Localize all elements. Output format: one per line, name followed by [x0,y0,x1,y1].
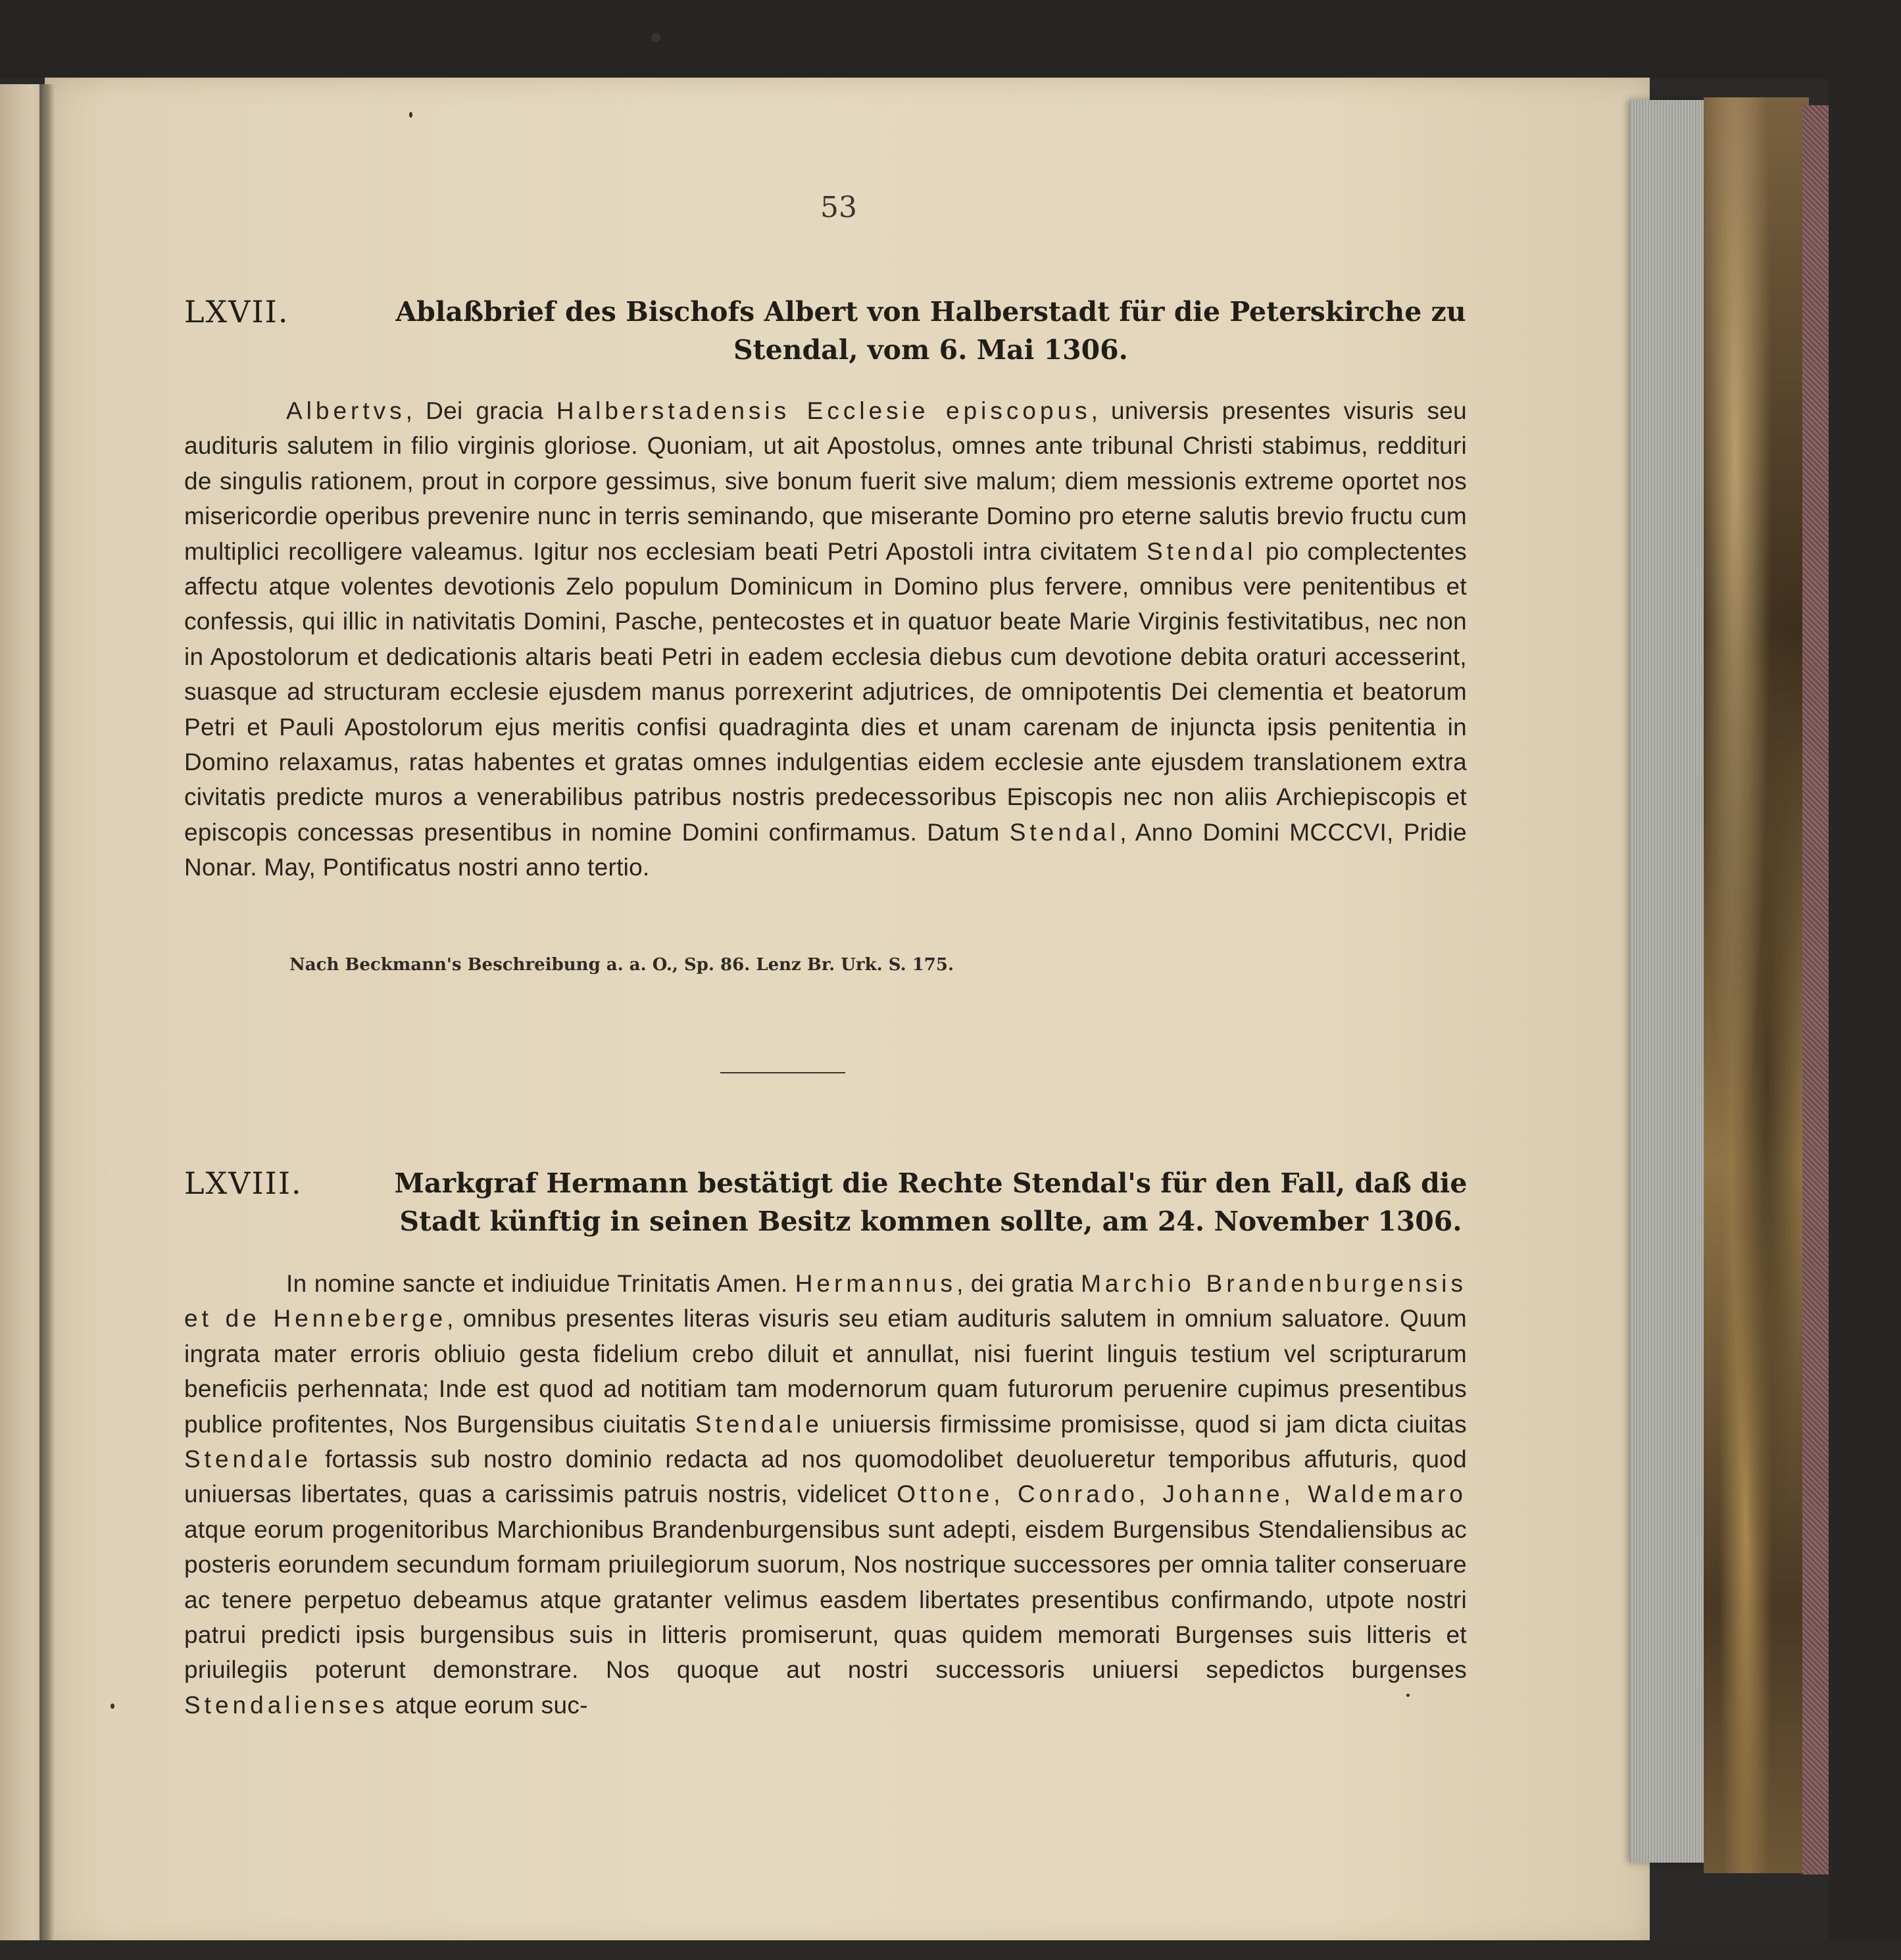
facing-page-edge [0,84,45,1946]
document-body-lxvii [184,393,1467,885]
ink-speck [651,33,660,42]
text-segment: , Anno Domini MCCCVI, Pridie Nonar. May, Pontificatus nostri anno tertio. [184,818,1467,881]
ink-speck [409,112,412,118]
text-segment: uniuersis firmissime promisisse, quod si jam dicta ciuitas [822,1410,1467,1438]
text-segment: , dei gratia [956,1270,1081,1297]
document-body-lxviii [184,1266,1467,1723]
text-segment: Stendale [695,1410,823,1438]
document-title: Ablaßbrief des Bischofs Albert von Halberstadt für die Peterskirche zu Stendal, vom 6. Mai 1306. [395,296,1466,366]
source-citation: Nach Beckmann's Beschreibung a. a. O., Sp. 86. Lenz Br. Urk. S. 175. [289,955,954,975]
document-number: LXVIII. [184,1165,303,1201]
text-segment: In nomine sancte et indiuidue Trinitatis Amen. [286,1270,795,1297]
page-edges [1630,100,1704,1863]
text-segment: pio complectentes affectu atque volentes devotionis Zelo populum Dominicum in Domino plus fervere, omnibus vere penitentibus et confessis, qui illic in nativitatis Domini, Pasche, pentecostes et in quatuor beate Marie Virginis festivitatibus, nec non in Apostolorum et dedicationis altaris beati Petri in eadem ecclesia diebus cum devotione debita oraturi accesserint, suasque ad structuram ecclesie ejusdem manus porrexerint adjutrices, de omnipotentis Dei clementia et beatorum Petri et Pauli Apostolorum ejus meritis confisi quadraginta dies et unam carenam de injuncta ipsis penitentia in Domino relaxamus, ratas habentes et gratas omnes indulgentias eidem ecclesie ante ejusdem translationem extra civitatis predicte muros a venerabilibus patribus nostris predecessoribus Episcopis nec non aliis Archiepiscopis et episcopis concessas presentibus in nomine Domini confirmamus. Datum [184,537,1467,846]
text-segment: Stendale [184,1446,312,1473]
ink-speck [111,1703,114,1709]
text-segment: , universis presentes visuris seu audituris salutem in filio virginis gloriose. Quoniam, ut ait Apostolus, omnes ante tribunal Christi stabimus, reddituri de singulis rationem, prout in corpore gessimus, sive bonum fuerit sive malum; diem messionis extreme oportet nos misericordie operibus prevenire nunc in terris seminando, que miserante Domino pro eterne salutis brevio fructu cum multiplici recolligere valeamus. Igitur nos ecclesiam beati Petri Apostoli intra civitatem [184,397,1468,565]
text-segment: Albertvs [286,397,406,424]
text-segment: Marchio Brandenburgensis et de Henneberge [184,1270,1467,1333]
book-gutter [39,84,54,1946]
marbled-cover [1704,97,1809,1873]
page-number: 53 [820,191,857,224]
text-segment: , Dei gracia [405,397,556,424]
document-title: Markgraf Hermann bestätigt die Rechte Stendal's für den Fall, daß die Stadt künftig in seinen Besitz kommen sollte, am 24. November 1306. [394,1167,1468,1237]
section-divider [720,1072,845,1073]
background-right [1829,0,1901,1960]
text-segment: fortassis sub nostro dominio redacta ad nos quomodolibet deuolueretur temporibus affuturis, quod uniuersas libertates, quas a carissimis patruis nostris, videlicet [184,1446,1467,1508]
text-segment: Stendal [1146,537,1257,565]
page-content [99,171,1579,1921]
document-heading-lxviii [99,1164,1579,1240]
document-number: LXVII. [184,294,289,330]
background-top [0,0,1901,79]
text-segment: , omnibus presentes literas visuris seu etiam audituris salutem in omnium saluatore. Quum ingrata mater erroris obliuio gesta fidelium crebo diluit et annullat, nisi fuerint linguis testium vel scripturarum beneficiis perhennata; Inde est quod ad notitiam tam modernorum quam futurorum peruenire cupimus presentibus publice profitentes, Nos Burgensibus ciuitatis [184,1305,1467,1438]
background-bottom [0,1940,1901,1960]
text-segment: Ottone, Conrado, Johanne, Waldemaro [897,1481,1467,1508]
text-segment: Stendal [1009,818,1120,846]
text-segment: atque eorum suc- [388,1691,588,1719]
document-heading-lxvii [99,293,1579,369]
text-segment: atque eorum progenitoribus Marchionibus Brandenburgensibus sunt adepti, eisdem Burgensibus Stendaliensibus ac posteris eorundem secundum formam priuilegiorum suorum, Nos nostrique successores per omnia taliter conseruare ac tenere perpetuo debeamus atque gratanter velimus easdem libertates presentibus confirmando, utpote nostri patrui predicti ipsis burgensibus suis in litteris promiserunt, quas quidem memorati Burgenses suis litteris et priuilegiis poterunt demonstrare. Nos quoque aut nostri successoris uniuersi sepedictos burgenses [184,1515,1467,1684]
text-segment: Halberstadensis Ecclesie episcopus [556,397,1091,424]
text-segment: Stendalienses [184,1691,389,1719]
cloth-binding [1802,105,1829,1874]
text-segment: Hermannus [795,1270,957,1297]
ink-speck [1406,1694,1410,1697]
